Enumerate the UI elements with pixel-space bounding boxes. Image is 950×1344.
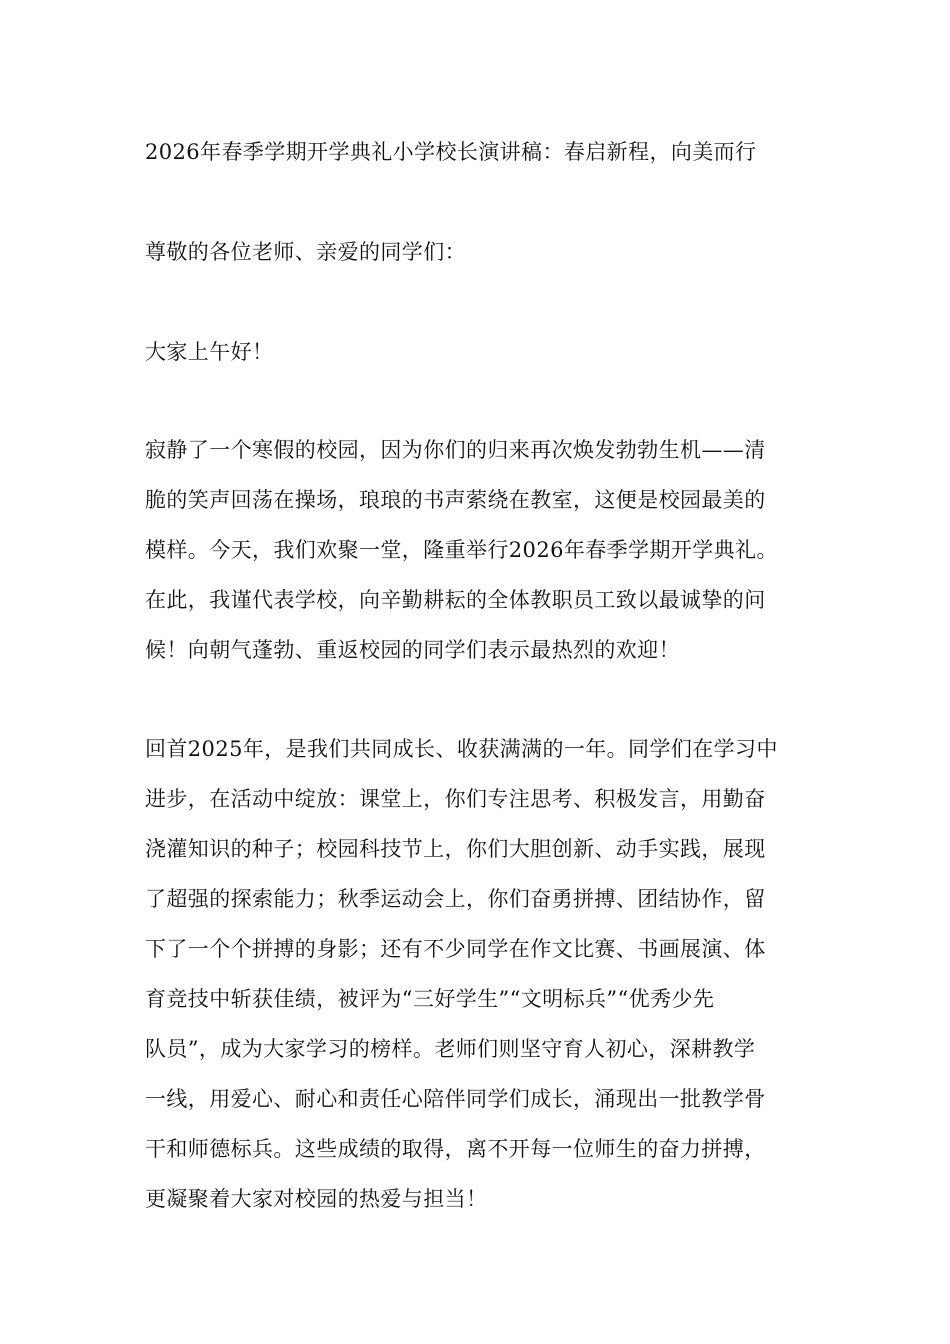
salutation: 尊敬的各位老师、亲爱的同学们： xyxy=(145,240,466,264)
document-title: 2026年春季学期开学典礼小学校长演讲稿：春启新程，向美而行 xyxy=(145,140,757,164)
paragraph-line: 一线，用爱心、耐心和责任心陪伴同学们成长，涌现出一批教学骨 xyxy=(145,1087,766,1111)
paragraph-line: 进步，在活动中绽放：课堂上，你们专注思考、积极发言，用勤奋 xyxy=(145,787,766,811)
paragraph-line: 队员”，成为大家学习的榜样。老师们则坚守育人初心，深耕教学 xyxy=(145,1037,756,1061)
paragraph-line: 更凝聚着大家对校园的热爱与担当！ xyxy=(145,1187,488,1211)
paragraph-line: 浇灌知识的种子；校园科技节上，你们大胆创新、动手实践，展现 xyxy=(145,837,766,861)
paragraph-line: 了超强的探索能力；秋季运动会上，你们奋勇拼搏、团结协作，留 xyxy=(145,887,766,911)
paragraph-line: 育竞技中斩获佳绩，被评为“三好学生”“文明标兵”“优秀少先 xyxy=(145,987,715,1011)
paragraph-line: 脆的笑声回荡在操场，琅琅的书声萦绕在教室，这便是校园最美的 xyxy=(145,488,766,512)
paragraph-line: 模样。今天，我们欢聚一堂，隆重举行2026年春季学期开学典礼。 xyxy=(145,538,778,562)
paragraph-line: 候！向朝气蓬勃、重返校园的同学们表示最热烈的欢迎！ xyxy=(145,638,680,662)
paragraph-line: 在此，我谨代表学校，向辛勤耕耘的全体教职员工致以最诚挚的问 xyxy=(145,588,766,612)
paragraph-line: 下了一个个拼搏的身影；还有不少同学在作文比赛、书画展演、体 xyxy=(145,937,766,961)
paragraph-line: 寂静了一个寒假的校园，因为你们的归来再次焕发勃勃生机——清 xyxy=(145,438,766,462)
greeting: 大家上午好！ xyxy=(145,340,274,364)
paragraph-line: 干和师德标兵。这些成绩的取得，离不开每一位师生的奋力拼搏， xyxy=(145,1137,766,1161)
paragraph-line: 回首2025年，是我们共同成长、收获满满的一年。同学们在学习中 xyxy=(145,737,778,761)
